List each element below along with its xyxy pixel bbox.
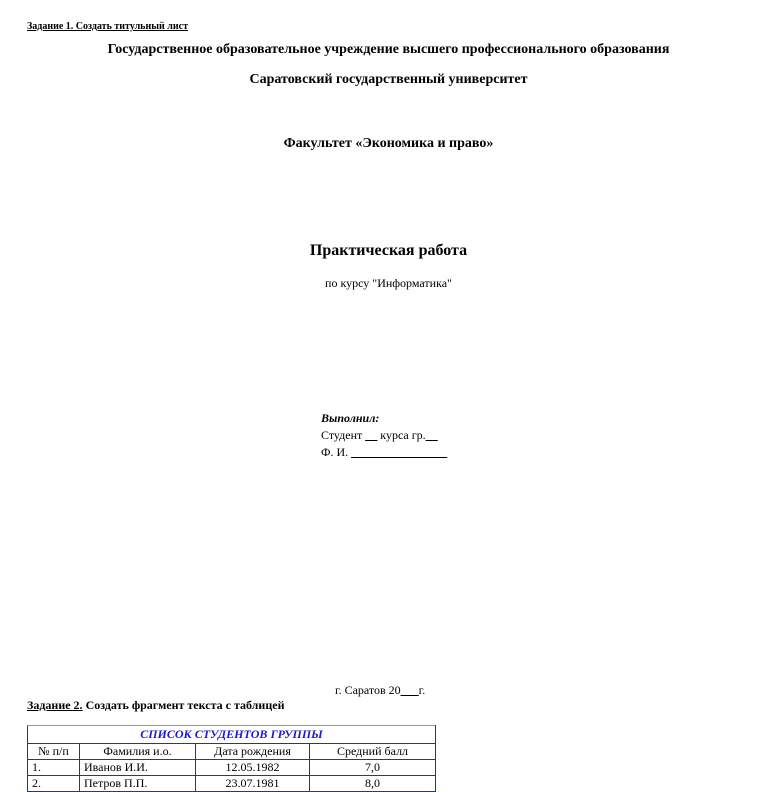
table-caption: СПИСОК СТУДЕНТОВ ГРУППЫ bbox=[28, 726, 436, 744]
city-suffix: г. bbox=[418, 683, 426, 697]
institution-line1: Государственное образовательное учреждение высшего профессионального образования bbox=[107, 42, 670, 57]
city-year bbox=[335, 683, 425, 698]
cell-score: 7,0 bbox=[310, 760, 436, 776]
city-prefix: г. Саратов 20 bbox=[335, 683, 401, 697]
header-birthdate: Дата рождения bbox=[196, 744, 310, 760]
task2-text: Создать фрагмент текста с таблицей bbox=[82, 698, 285, 712]
course-blank: __ bbox=[365, 428, 378, 442]
cell-num: 2. bbox=[28, 776, 80, 792]
header-num: № п/п bbox=[28, 744, 80, 760]
header-name: Фамилия и.о. bbox=[80, 744, 196, 760]
executor-block bbox=[321, 410, 447, 461]
name-prefix: Ф. И. bbox=[321, 445, 352, 459]
table-row bbox=[28, 776, 436, 792]
table-header-row bbox=[28, 744, 436, 760]
cell-birthdate: 12.05.1982 bbox=[196, 760, 310, 776]
task2-label: Задание 2. bbox=[27, 698, 83, 712]
year-blank: ___ bbox=[400, 683, 419, 697]
cell-name: Иванов И.И. bbox=[80, 760, 196, 776]
cell-name: Петров П.П. bbox=[80, 776, 196, 792]
cell-birthdate: 23.07.1981 bbox=[196, 776, 310, 792]
executor-label: Выполнил: bbox=[321, 411, 380, 425]
cell-num: 1. bbox=[28, 760, 80, 776]
name-blank: ________________ bbox=[351, 445, 448, 459]
table-caption-row bbox=[28, 726, 436, 744]
cell-score: 8,0 bbox=[310, 776, 436, 792]
student-line bbox=[321, 427, 447, 444]
institution-line2: Саратовский государственный университет bbox=[249, 72, 528, 87]
course-mid: курса гр. bbox=[377, 428, 426, 442]
table-row bbox=[28, 760, 436, 776]
group-blank: __ bbox=[425, 428, 438, 442]
student-prefix: Студент bbox=[321, 428, 366, 442]
students-table bbox=[27, 725, 436, 792]
header-score: Средний балл bbox=[310, 744, 436, 760]
faculty-title: Факультет «Экономика и право» bbox=[283, 136, 494, 151]
task1-heading: Задание 1. Создать титульный лист bbox=[27, 21, 189, 32]
name-line bbox=[321, 444, 447, 461]
work-title: Практическая работа bbox=[309, 242, 468, 259]
course-subtitle: по курсу "Информатика" bbox=[325, 276, 452, 290]
task2-heading bbox=[27, 698, 284, 713]
